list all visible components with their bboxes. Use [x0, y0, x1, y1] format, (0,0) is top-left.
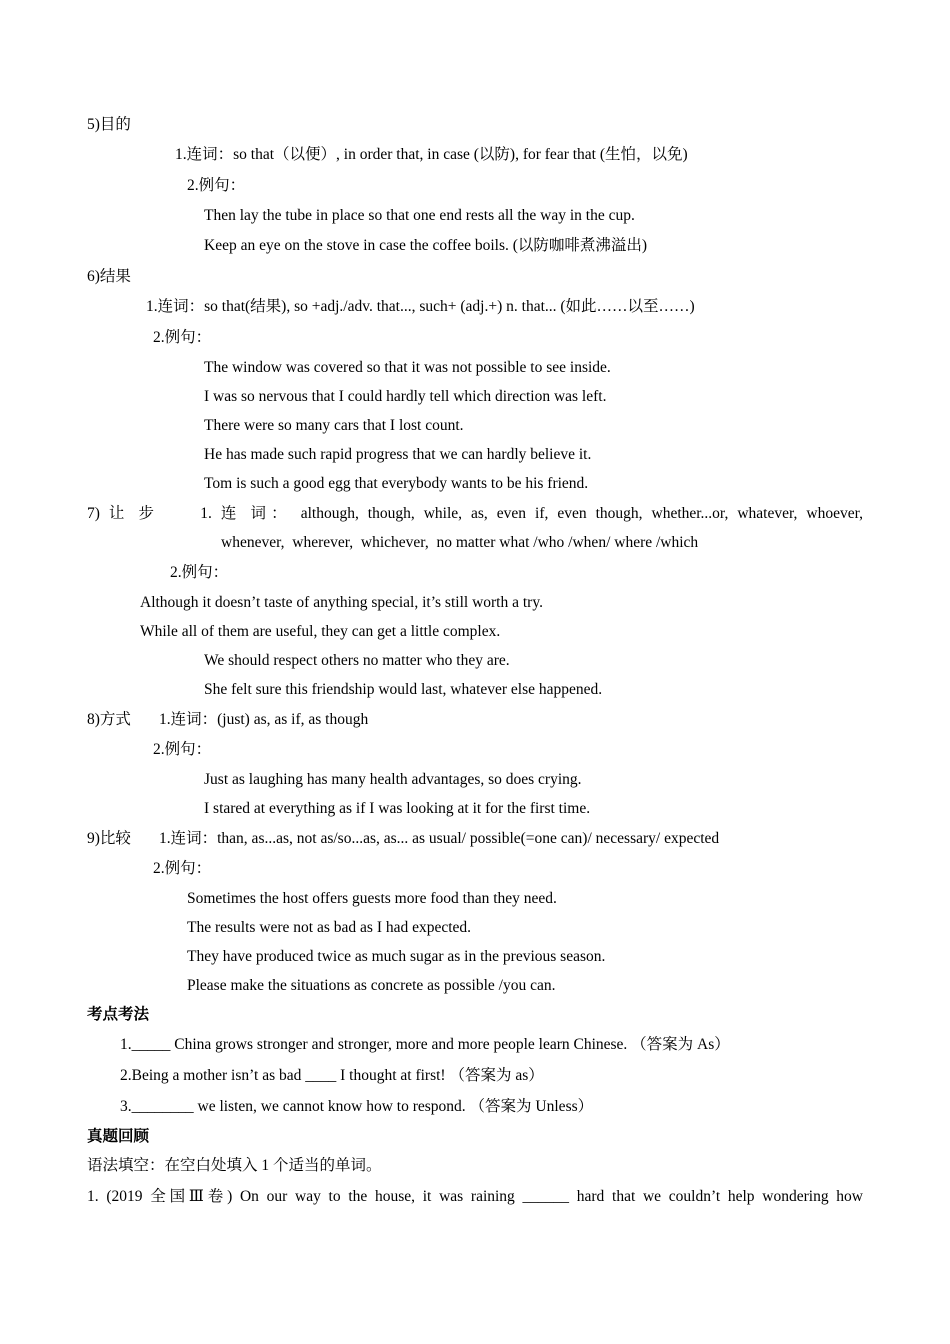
review-question-1: 1. (2019 全国Ⅲ卷) On our way to the house, it was raining ______ hard that we couldn’t help wondering how	[87, 1188, 863, 1205]
section-9-example: They have produced twice as much sugar as in the previous season.	[187, 948, 606, 965]
section-5-example: Keep an eye on the stove in case the coffee boils. (以防咖啡煮沸溢出)	[204, 237, 648, 254]
section-5-heading: 5)目的	[87, 116, 131, 133]
section-9-conjunctions: 1.连词：than, as...as, not as/so...as, as... as usual/ possible(=one can)/ necessary/ expected	[159, 830, 720, 847]
section-5-example-label: 2.例句：	[187, 177, 246, 194]
section-6-example: He has made such rapid progress that we can hardly believe it.	[204, 446, 592, 463]
section-6-example: The window was covered so that it was not possible to see inside.	[204, 359, 611, 376]
section-9-example: The results were not as bad as I had expected.	[187, 919, 472, 936]
section-9-example: Sometimes the host offers guests more food than they need.	[187, 890, 557, 907]
section-6-example: I was so nervous that I could hardly tell which direction was left.	[204, 388, 607, 405]
exam-point-item: 1._____ China grows stronger and stronger, more and more people learn Chinese. （答案为 As）	[120, 1036, 730, 1053]
exam-point-item: 3.________ we listen, we cannot know how to respond. （答案为 Unless）	[120, 1098, 594, 1115]
section-7-example: Although it doesn’t taste of anything special, it’s still worth a try.	[140, 594, 543, 611]
section-9-example: Please make the situations as concrete as possible /you can.	[187, 977, 556, 994]
exam-points-title: 考点考法	[87, 1006, 150, 1023]
review-title: 真题回顾	[87, 1128, 150, 1145]
section-5-conjunctions: 1.连词：so that（以便）, in order that, in case (以防), for fear that (生怕，以免)	[175, 146, 688, 163]
section-6-example-label: 2.例句：	[153, 329, 212, 346]
section-8-example-label: 2.例句：	[153, 741, 212, 758]
section-8-example: Just as laughing has many health advantages, so does crying.	[204, 771, 582, 788]
section-6-example: There were so many cars that I lost count.	[204, 417, 464, 434]
section-5-example: Then lay the tube in place so that one end rests all the way in the cup.	[204, 207, 635, 224]
section-7-example: She felt sure this friendship would last, whatever else happened.	[204, 681, 603, 698]
section-6-example: Tom is such a good egg that everybody wants to be his friend.	[204, 475, 589, 492]
section-7-example: We should respect others no matter who they are.	[204, 652, 510, 669]
section-8-example: I stared at everything as if I was looking at it for the first time.	[204, 800, 591, 817]
section-7-conjunctions-cont: whenever, wherever, whichever, no matter what /who /when/ where /which	[221, 534, 699, 551]
exam-point-item: 2.Being a mother isn’t as bad ____ I thought at first! （答案为 as）	[120, 1067, 544, 1084]
section-7-example: While all of them are useful, they can get a little complex.	[140, 623, 501, 640]
section-9-example-label: 2.例句：	[153, 860, 212, 877]
section-8-heading: 8)方式	[87, 711, 131, 728]
section-6-heading: 6)结果	[87, 268, 131, 285]
section-6-conjunctions: 1.连词：so that(结果), so +adj./adv. that..., such+ (adj.+) n. that... (如此……以至……)	[146, 298, 695, 315]
section-8-conjunctions: 1.连词：(just) as, as if, as though	[159, 711, 369, 728]
section-7-heading-conjunctions: 7) 让 步 1. 连 词： although, though, while, as, even if, even though, whether...or, whatever, whoever,	[87, 505, 863, 522]
section-9-heading: 9)比较	[87, 830, 131, 847]
section-7-example-label: 2.例句：	[170, 564, 229, 581]
review-instruction: 语法填空：在空白处填入 1 个适当的单词。	[87, 1157, 382, 1174]
